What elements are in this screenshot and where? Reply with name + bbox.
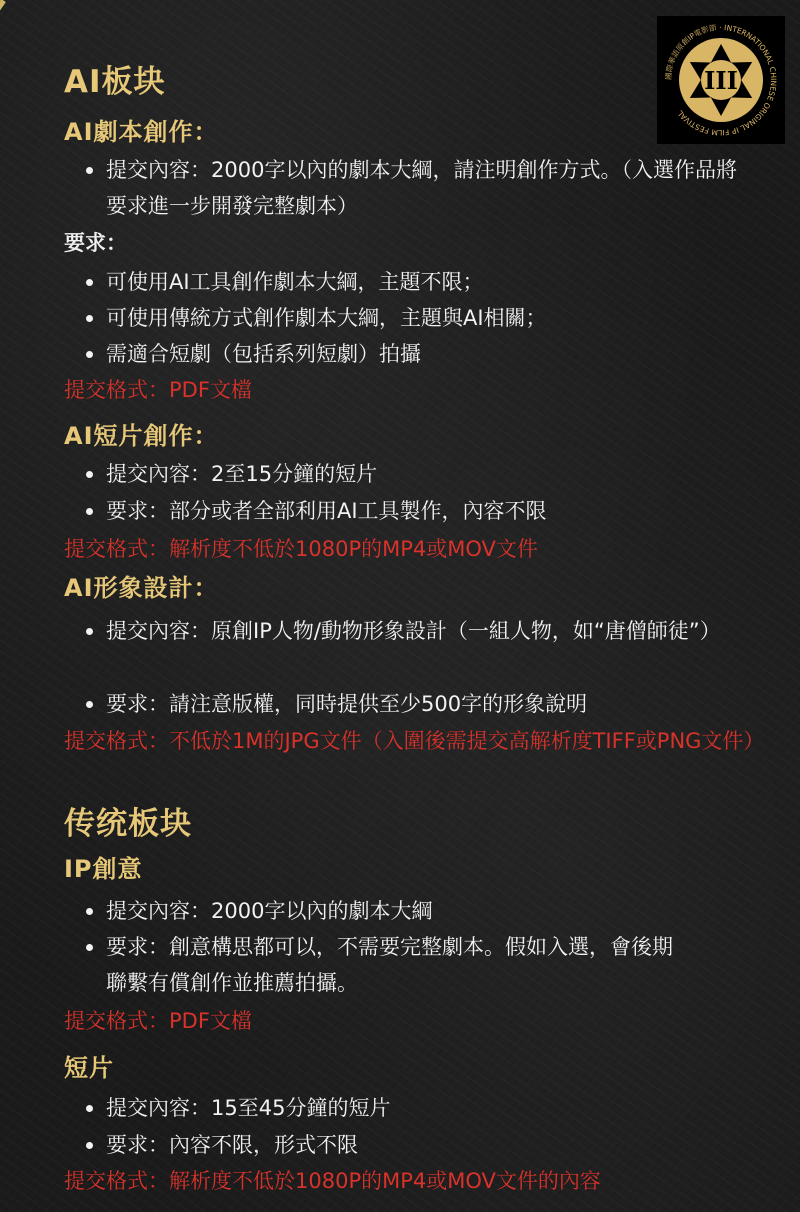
- subsection-title-ai-short: AI短片創作：: [64, 422, 219, 450]
- bullet-dot-icon: [86, 1142, 93, 1149]
- list-item: 要求：內容不限，形式不限: [86, 1127, 746, 1163]
- subsection-title-ai-script: AI劇本創作：: [64, 118, 219, 146]
- list-item: 提交內容：2至15分鐘的短片: [86, 456, 746, 492]
- bullet-dot-icon: [86, 167, 93, 174]
- bullet-dot-icon: [86, 944, 93, 951]
- format-note-short: 提交格式：解析度不低於1080P的MP4或MOV文件的內容: [64, 1169, 601, 1193]
- list-item: 提交內容：2000字以內的劇本大綱: [86, 893, 746, 929]
- section-title-traditional: 传统板块: [64, 806, 192, 842]
- format-note-ai-short: 提交格式：解析度不低於1080P的MP4或MOV文件: [64, 537, 538, 561]
- list-item: 要求：部分或者全部利用AI工具製作，內容不限: [86, 493, 746, 529]
- logo-ring-text: 國際華語原創IP電影節 · INTERNATIONAL CHINESE ORIGINAL IP FILM FESTIVAL: [663, 22, 779, 138]
- bullet-dot-icon: [86, 279, 93, 286]
- format-note-ip: 提交格式：PDF文檔: [64, 1009, 252, 1033]
- list-item: 提交內容：原創IP人物/動物形象設計（一組人物，如“唐僧師徒”）: [86, 613, 746, 649]
- list-item: 需適合短劇（包括系列短劇）拍攝: [86, 336, 746, 372]
- subsection-title-short: 短片: [64, 1054, 114, 1082]
- bullet-dot-icon: [86, 908, 93, 915]
- section-title-ai: AI板块: [64, 64, 166, 100]
- festival-logo: [657, 16, 785, 144]
- subsection-title-ai-image: AI形象設計：: [64, 574, 219, 602]
- bullet-dot-icon: [86, 701, 93, 708]
- film-strip-decoration: [0, 0, 6, 174]
- format-note-ai-image: 提交格式：不低於1M的JPG文件（入圍後需提交高解析度TIFF或PNG文件）: [64, 729, 765, 753]
- bullet-dot-icon: [86, 471, 93, 478]
- aperture-logo-icon: [657, 16, 785, 144]
- subsection-title-ip: IP創意: [64, 855, 143, 883]
- bullet-dot-icon: [86, 1105, 93, 1112]
- requirements-label: 要求：: [64, 231, 127, 255]
- list-item: 可使用AI工具創作劇本大綱，主題不限；: [86, 264, 746, 300]
- bullet-dot-icon: [86, 315, 93, 322]
- bullet-dot-icon: [86, 351, 93, 358]
- list-item: 要求：創意構思都可以，不需要完整劇本。假如入選，會後期聯繫有償創作並推薦拍攝。: [86, 929, 686, 1001]
- list-item: 可使用傳統方式創作劇本大綱，主題與AI相關；: [86, 300, 746, 336]
- logo-numeral: III: [704, 66, 738, 95]
- bullet-dot-icon: [86, 628, 93, 635]
- list-item: 提交內容：2000字以內的劇本大綱，請注明創作方式。（入選作品將要求進一步開發完整劇本）: [86, 152, 746, 224]
- bullet-dot-icon: [86, 508, 93, 515]
- list-item: 提交內容：15至45分鐘的短片: [86, 1090, 746, 1126]
- list-item: 要求：請注意版權，同時提供至少500字的形象說明: [86, 686, 746, 722]
- format-note-ai-script: 提交格式：PDF文檔: [64, 378, 252, 402]
